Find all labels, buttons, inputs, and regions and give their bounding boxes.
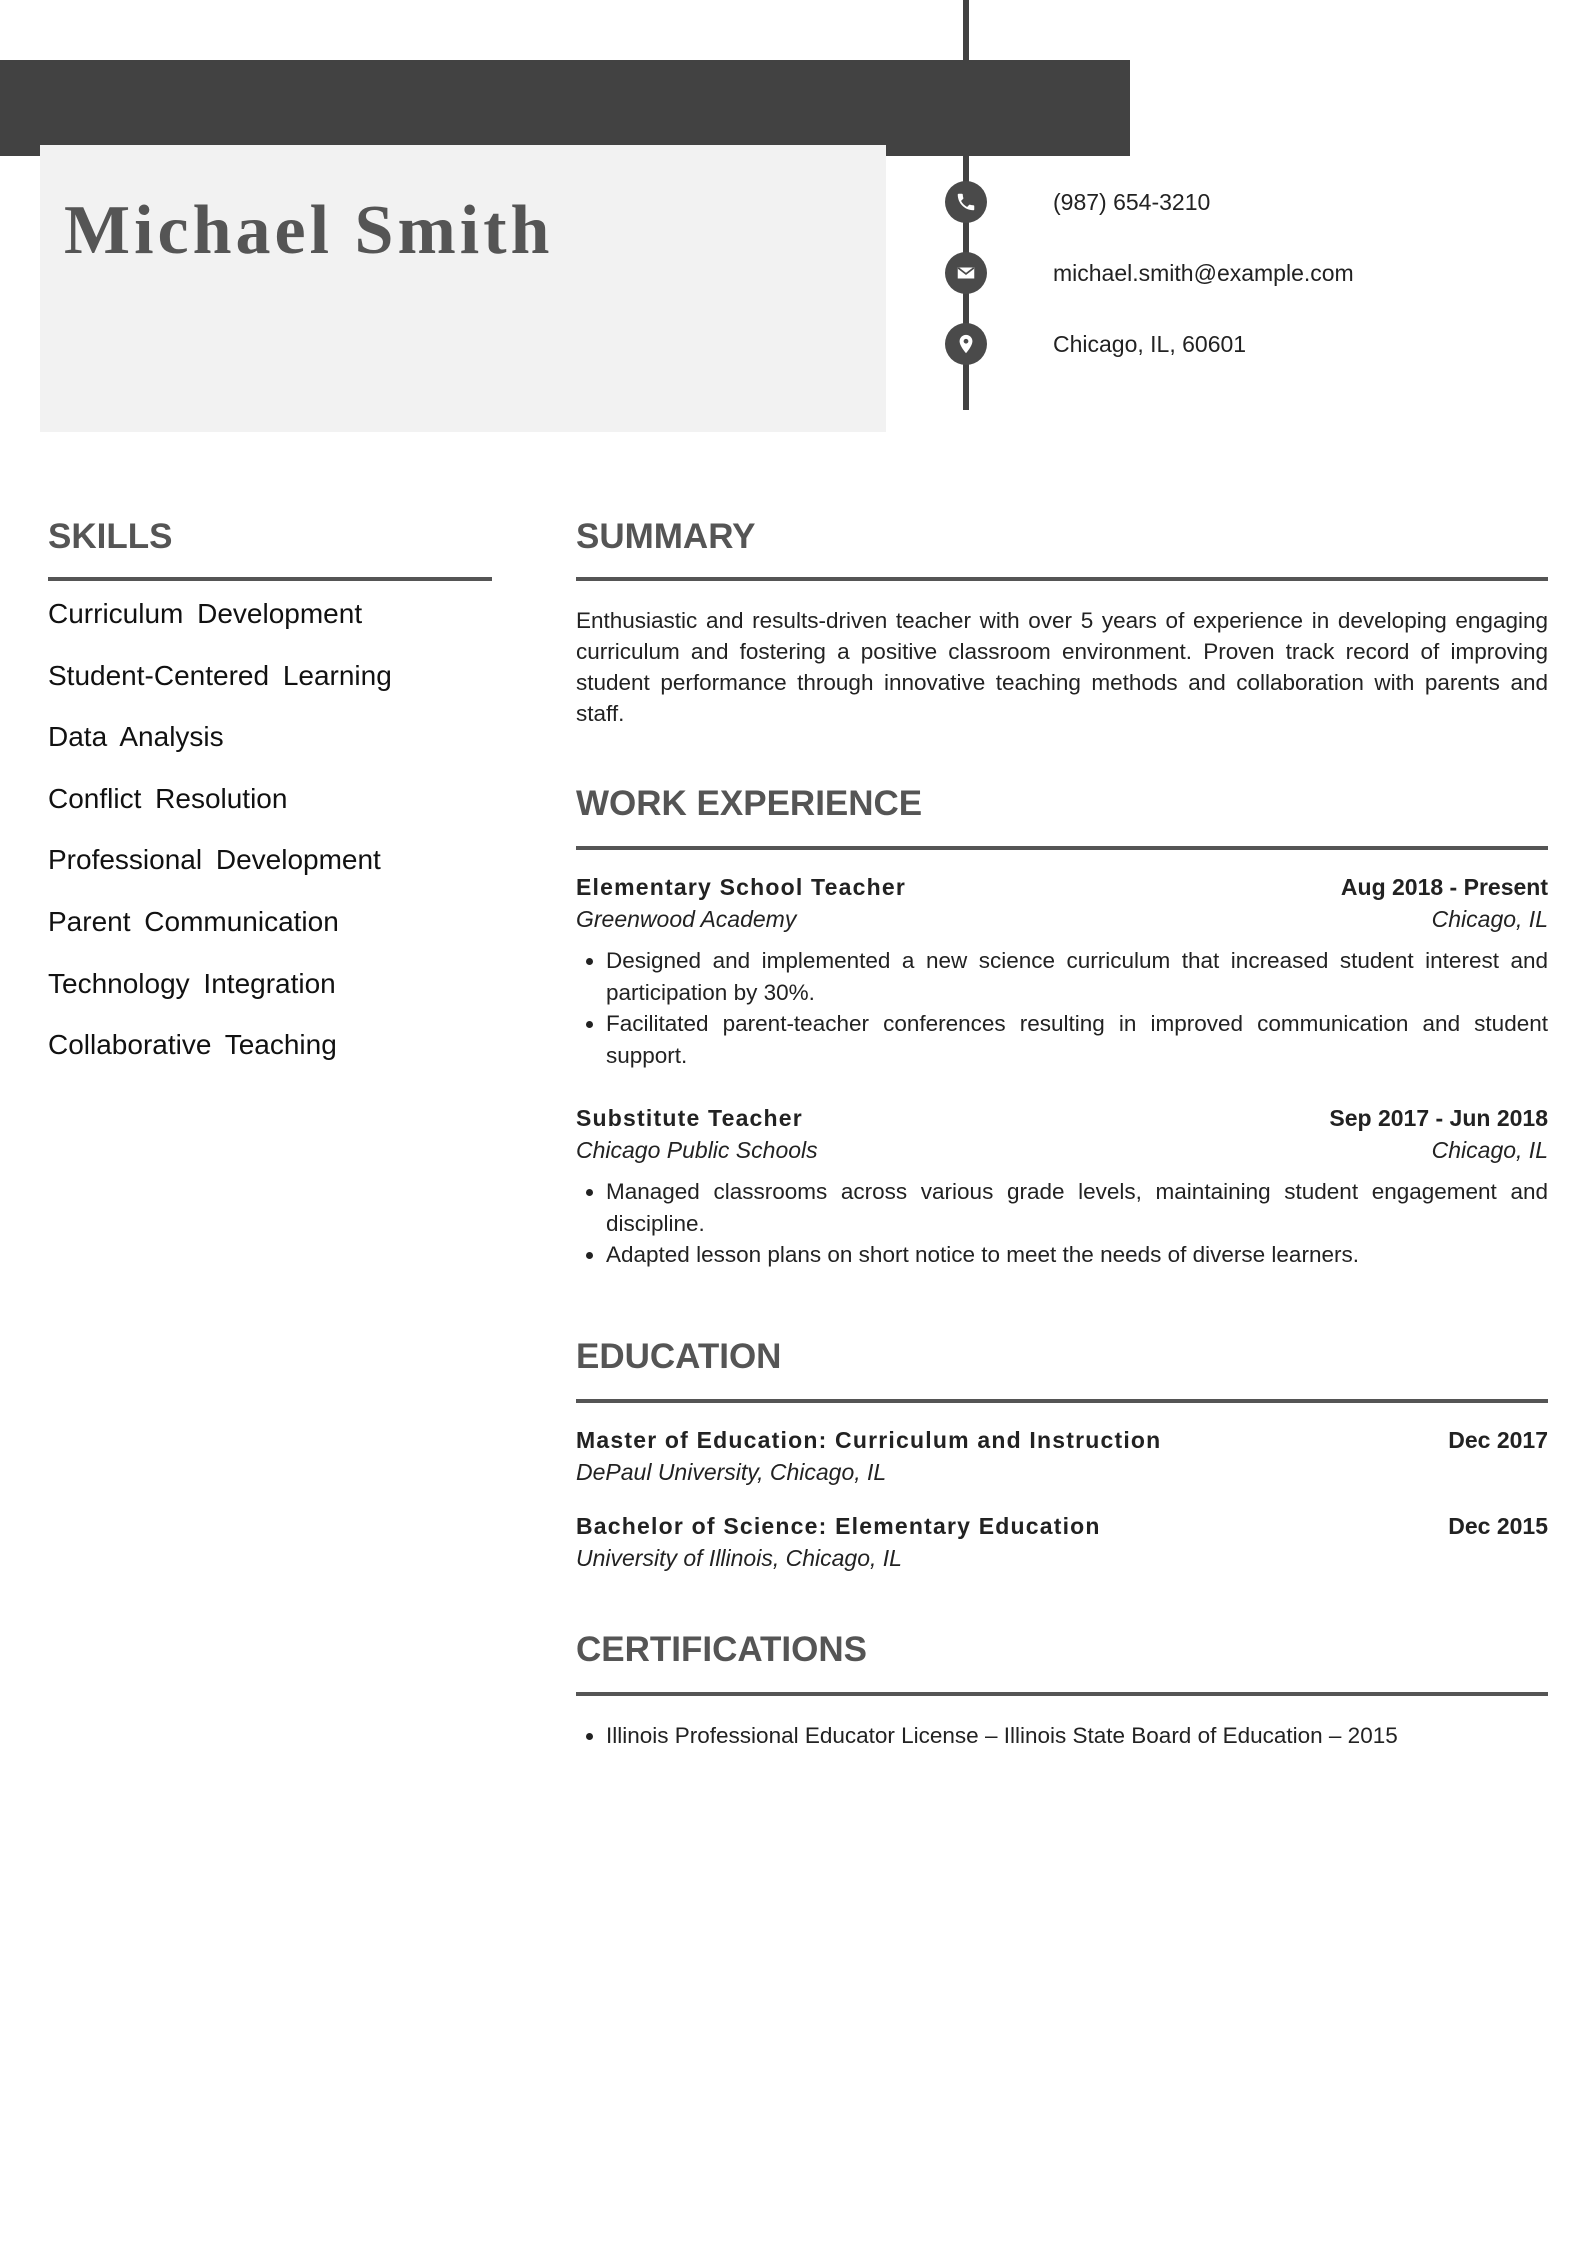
job-bullet: • Managed classrooms across various grade levels, maintaining student engagement and discipline. [606,1176,1548,1239]
degree-title: Master of Education: Curriculum and Instruction [576,1427,1162,1453]
certification-item: • Illinois Professional Educator License – Illinois State Board of Education – 2015 [606,1720,1548,1752]
education-entry [576,1427,1548,1486]
skill-item: Collaborative Teaching [48,1029,337,1061]
degree-date: Dec 2017 [1448,1427,1548,1453]
certifications-heading: CERTIFICATIONS [576,1630,868,1669]
email-address: michael.smith@example.com [1053,259,1354,286]
job-employer: Chicago Public Schools [576,1137,818,1163]
skill-item: Professional Development [48,844,381,876]
contact-email [945,252,1354,294]
job-entry [576,1105,1548,1271]
education-heading: EDUCATION [576,1337,782,1376]
degree-date: Dec 2015 [1448,1513,1548,1539]
work-experience-divider [576,846,1548,850]
school-name: University of Illinois, Chicago, IL [576,1545,902,1571]
skill-item: Data Analysis [48,721,224,753]
candidate-name: Michael Smith [64,192,554,269]
degree-title: Bachelor of Science: Elementary Education [576,1513,1101,1539]
certifications-divider [576,1692,1548,1696]
contact-phone [945,181,1210,223]
location-pin-icon [945,323,987,365]
job-location: Chicago, IL [1431,906,1548,932]
job-bullet: • Designed and implemented a new science curriculum that increased student interest and participation by 30%. [606,945,1548,1008]
job-title: Elementary School Teacher [576,874,906,900]
skills-heading: SKILLS [48,517,173,556]
work-experience-heading: WORK EXPERIENCE [576,784,923,823]
header-bar [0,60,1130,156]
job-bullet: • Adapted lesson plans on short notice to meet the needs of diverse learners. [606,1239,1548,1271]
job-bullets [576,1176,1548,1271]
skill-item: Conflict Resolution [48,782,288,814]
job-title: Substitute Teacher [576,1105,803,1131]
education-entry [576,1513,1548,1572]
summary-divider [576,577,1548,581]
skill-item: Curriculum Development [48,598,363,629]
summary-paragraph: Enthusiastic and results-driven teacher with over 5 years of experience in developing engaging curriculum and fostering a positive classroom environment. Proven track record of improving student performance through innovative teaching methods and collaboration with parents and staff. [576,608,1548,726]
certifications-entry [576,1708,1548,1752]
job-dates: Sep 2017 - Jun 2018 [1329,1105,1548,1131]
contact-location [945,323,1246,365]
job-bullet: • Facilitated parent-teacher conferences resulting in improved communication and student support. [606,1008,1548,1071]
skills-list [48,600,392,1093]
summary-heading: SUMMARY [576,517,756,556]
certification-bullets [576,1720,1548,1752]
skill-item: Student-Centered Learning [48,659,392,691]
skills-divider [48,577,492,581]
job-dates: Aug 2018 - Present [1340,874,1548,900]
job-employer: Greenwood Academy [576,906,797,932]
job-bullets [576,945,1548,1071]
envelope-icon [945,252,987,294]
job-entry [576,874,1548,1071]
education-divider [576,1399,1548,1403]
school-name: DePaul University, Chicago, IL [576,1459,887,1485]
name-panel [40,145,886,432]
location-text: Chicago, IL, 60601 [1053,330,1247,357]
skill-item: Technology Integration [48,967,336,999]
skill-item: Parent Communication [48,905,339,937]
phone-icon [945,181,987,223]
job-location: Chicago, IL [1431,1137,1548,1163]
phone-number: (987) 654-3210 [1053,188,1211,215]
